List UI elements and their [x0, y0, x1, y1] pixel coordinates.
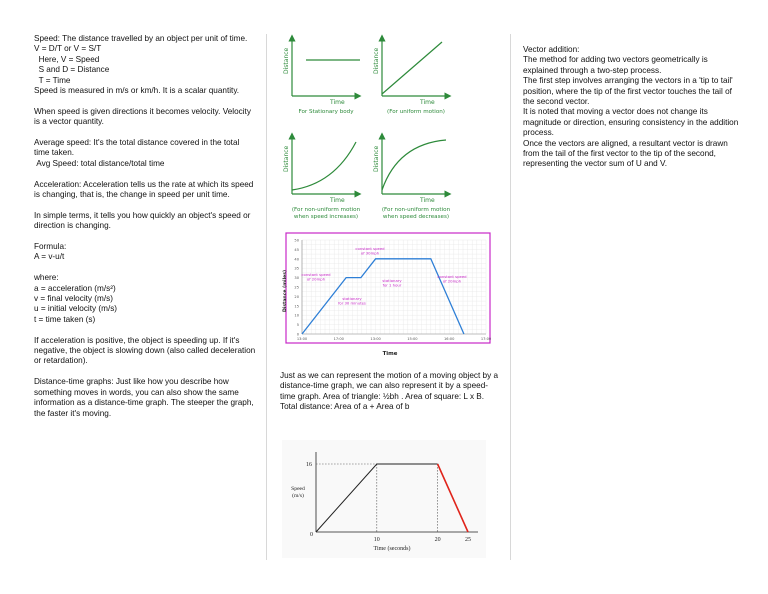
x-axis-label: Time [382, 351, 398, 357]
chart-annotation: constant speed [355, 246, 385, 251]
left-column-line: T = Time [34, 75, 71, 85]
right-column-text [523, 45, 741, 170]
left-column-line: Distance-time graphs: Just like how you describe how something moves in words, you can also show the same information as a distance-time graph. The steeper the graph, the faster it's moving. [34, 377, 256, 418]
left-column-spacer [34, 232, 256, 242]
chart-annotation: stationary [382, 278, 402, 283]
left-column-spacer [34, 200, 256, 210]
dt-caption: when speed decreases) [382, 214, 450, 220]
right-column-line: The first step involves arranging the vectors in a 'tip to tail' position, where the tip of the first vector touches the tail of the second vector. [523, 76, 736, 107]
y-tick-label: 5 [296, 323, 299, 328]
column-guide-left [266, 34, 267, 560]
left-column-line: a = acceleration (m/s²) [34, 283, 116, 293]
left-column-spacer [34, 96, 256, 106]
left-column-line: V = D/T or V = S/T [34, 44, 102, 54]
y-axis-label: Speed [291, 486, 305, 492]
y-axis-label: Distance [283, 47, 290, 74]
left-column-spacer [34, 325, 256, 335]
left-column-line: A = v-u/t [34, 252, 65, 262]
left-column-line: S and D = Distance [34, 65, 110, 75]
left-column-line: When speed is given directions it becomes velocity. Velocity is a vector quantity. [34, 106, 254, 127]
left-column-line: v = final velocity (m/s) [34, 294, 113, 304]
x-axis-label: Time [420, 99, 435, 106]
dt-caption: (For non-uniform motion [291, 207, 361, 213]
x-tick-label: 15:00 [407, 337, 418, 341]
chart-annotation: for 30 minutes [338, 300, 366, 306]
left-column-line: Formula: [34, 242, 67, 252]
left-column-line: In simple terms, it tells you how quickly an object's speed or direction is changing. [34, 210, 253, 231]
left-column-text [34, 34, 256, 419]
chart-annotation: constant speed [437, 274, 467, 279]
distance-time-graphs [276, 34, 460, 224]
dt-panel [283, 38, 360, 115]
y-axis-label: Distance (miles) [283, 269, 288, 312]
left-column-spacer [34, 128, 256, 138]
left-column-line: where: [34, 273, 59, 283]
y-tick-label: 30 [294, 276, 299, 281]
dt-caption: (For uniform motion) [387, 109, 445, 115]
y-axis-unit: (m/s) [292, 493, 304, 499]
x-tick-label: 20 [434, 537, 441, 543]
left-column-spacer [34, 263, 256, 273]
left-column-line: Here, V = Speed [34, 54, 100, 64]
dt-curve [382, 140, 446, 190]
x-tick-label: 13:00 [370, 337, 381, 341]
y-tick-label: 16 [306, 462, 312, 468]
right-column-line: Vector addition: [523, 45, 580, 54]
x-axis-label: Time [330, 197, 345, 204]
dt-curve [292, 142, 356, 190]
chart-annotation: for 1 hour [382, 282, 402, 288]
left-column-line: Acceleration: Acceleration tells us the rate at which its speed is changing, that is, the change in speed per unit time. [34, 179, 256, 200]
y-tick-label: 35 [294, 266, 299, 271]
x-axis-label: Time [330, 99, 345, 106]
left-column-spacer [34, 169, 256, 179]
x-tick-label: 25 [465, 537, 471, 543]
dt-caption: (For non-uniform motion [381, 207, 451, 213]
journey-distance-time-chart [280, 232, 492, 362]
y-tick-label: 15 [294, 304, 299, 309]
column-guide-right [510, 34, 511, 560]
x-axis-label: Time [420, 197, 435, 204]
x-tick-label: 13:00 [296, 337, 308, 341]
dt-panel [283, 136, 361, 220]
dt-curve [382, 42, 442, 94]
y-axis-label: Distance [373, 47, 380, 74]
y-tick-label: 10 [294, 313, 299, 318]
left-column-spacer [34, 367, 256, 377]
graph-background [282, 440, 486, 558]
left-column-line: Speed: The distance travelled by an object per unit of time. [34, 34, 248, 43]
chart-annotation: of 20mph [306, 276, 326, 282]
y-tick-label: 50 [294, 238, 299, 243]
dt-caption: when speed increases) [293, 214, 359, 220]
y-axis-label: Distance [373, 145, 380, 172]
dt-panel [373, 136, 451, 220]
y-tick-label: 0 [296, 332, 299, 337]
y-axis-label: Distance [283, 145, 290, 172]
chart-annotation: of 20mph [442, 278, 462, 284]
y-tick-label: 25 [294, 285, 299, 290]
right-column-line: The method for adding two vectors geometrically is explained through a two-step process. [523, 55, 711, 75]
left-column-line: t = time taken (s) [34, 314, 96, 324]
left-column-line: Avg Speed: total distance/total time [34, 158, 165, 168]
origin-label: 0 [310, 532, 313, 538]
x-tick-label: 17:00 [333, 337, 344, 341]
y-tick-label: 20 [294, 294, 299, 299]
chart-annotation: of 30mph [360, 250, 380, 256]
x-tick-label: 16:00 [444, 337, 455, 341]
dt-caption: For Stationary body [298, 109, 354, 115]
y-tick-label: 40 [294, 257, 299, 262]
speed-time-graph [282, 440, 486, 558]
right-column-line: It is noted that moving a vector does not change its magnitude or direction, ensuring consistency in the addition process. [523, 107, 741, 138]
chart-annotation: constant speed [301, 272, 331, 277]
dt-panel [373, 38, 448, 115]
left-column-line: u = initial velocity (m/s) [34, 304, 118, 314]
x-tick-label: 17:00 [480, 337, 492, 341]
left-column-line: If acceleration is positive, the object is speeding up. If it's negative, the object is slowing down (also called deceleration or retardation). [34, 335, 258, 366]
x-axis-label: Time (seconds) [373, 546, 411, 552]
y-tick-label: 45 [294, 247, 299, 252]
left-column-line: Speed is measured in m/s or km/h. It is a scalar quantity. [34, 86, 240, 96]
right-column-line: Once the vectors are aligned, a resultant vector is drawn from the tail of the first vector to the tip of the second, representing the vector sum of U and V. [523, 138, 731, 169]
left-column-line: Average speed: It's the total distance covered in the total time taken. [34, 138, 242, 158]
speed-time-explanation: Just as we can represent the motion of a moving object by a distance-time graph, we can also represent it by a speed-time graph. Area of triangle: ½bh . Area of square: L x B. Total distance: Area of a + Area of b [280, 371, 498, 412]
x-tick-label: 10 [373, 537, 380, 543]
chart-annotation: stationary [342, 296, 362, 301]
